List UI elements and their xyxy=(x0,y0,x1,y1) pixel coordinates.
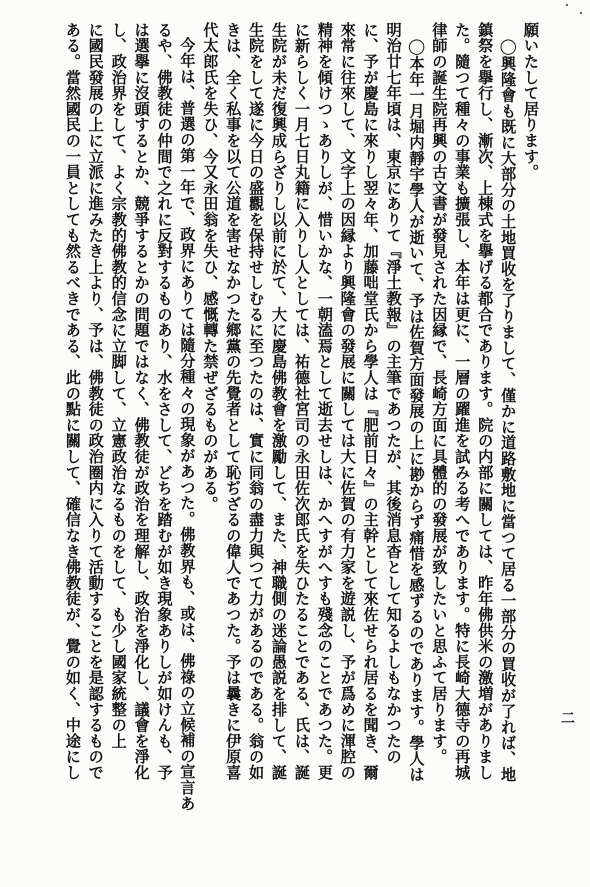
text-column: 來常に往來して、文字上の因縁より興隆會の發展に關しては大に佐賀の有力家を遊説し、予が爲めに渾腔の xyxy=(338,22,357,781)
print-speck xyxy=(580,12,582,14)
text-column: ◯本年一月堀内靜宇學人が逝いて、予は佐賀方面發展の上に尠からず痛惜を感ずるのであります。學人は xyxy=(407,37,426,783)
text-column: 明治廿七年頃は、東京にありて『淨土教報』の主筆であつたが、其後消息杳として知るよしもなかつたの xyxy=(384,22,403,765)
text-column: ◯興隆會も既に大部分の土地買收を了りまして、僅かに道路敷地に當つて居る一部分の買收が了れば、地 xyxy=(499,37,518,783)
text-column: ある。當然國民の一員としても然るべきである、此の點に關して、確信なき佛教徒が、覺の如く、中途にし xyxy=(63,22,82,781)
text-column: に新らしく一月七日丸籍に入りし人としては、祐德社宮司の永田佐次郎氏を失ひたることである、氏は、誕 xyxy=(292,22,311,781)
text-column: 生院が未だ復興成らざりし以前に於て、大に慶島佛教會を激勵して、また、神職側の迷論愚説を排して、誕 xyxy=(270,22,289,781)
text-column: 今年は、普選の第一年で、政界にありては隨分種々の現象があつた。佛教界も、或は、佛祿の立候補の宣言あ xyxy=(178,37,197,812)
text-column: 生院をして遂に今日の盛觀を保持せしむるに至つたのは、實に同翁の盡力與つて力があるのである。翁の如 xyxy=(247,22,266,781)
text-column: し、政治界をして、よく宗教的佛教的信念に立脚して、立憲政治なるものをして、も少し國家統整の上 xyxy=(109,22,128,749)
print-speck xyxy=(566,4,568,6)
text-column: は選擧に沒頭するとか、競爭するとかの問題ではなく、佛教徒が政治を理解し、政治を淨化し、議會を淨化 xyxy=(132,22,151,781)
text-column: に國民發展の上に立派に進みたき上より、予は、佛教徒の政治圈内に入りて活動することを是認するもので xyxy=(86,22,105,781)
text-column: るや、佛教徒の仲間で之れに反對するものあり、水をさして、どちを踏むが如き現象ありしが如けんも、予 xyxy=(155,22,174,781)
text-column: 精神を傾けつゝありしが、惜いかな、一朝溘焉として逝去せしは、かへすがへすも殘念のことであつた。更 xyxy=(315,22,334,781)
vertical-text-body xyxy=(61,22,542,857)
text-column: 願いたして居ります。 xyxy=(522,22,540,180)
text-column: 鎮祭を擧行し、漸次、上棟式を擧げる都合であります。院の内部に關しては、昨年佛供米の激増がありまし xyxy=(476,22,495,781)
text-column: 代太郎氏を失ひ、今又永田翁を失ひ、感慨轉た禁ぜざるものがある。 xyxy=(201,22,220,512)
text-column: た。隨つて種々の事業も擴張し、本年は更に、一層の躍進を試みる考へであります。特に長崎大德寺の再城 xyxy=(453,22,472,781)
text-column: きは、全く私事を以て公道を害せなかつた鄉黨の先覺者として恥ぢざるの偉人であつた。予は曩きに伊原喜 xyxy=(224,22,243,781)
text-column: 律師の誕生院再興の古文書が發見された因縁で、長崎方面に具體的の發展が致したいと思ふて居ります。 xyxy=(430,22,449,765)
text-column: に、予が慶島に來りし翌々年、加藤咄堂氏から學人は『肥前日々』の主幹として來佐せられ居るを聞き、爾 xyxy=(361,22,380,781)
page-number: 二 xyxy=(561,711,575,727)
